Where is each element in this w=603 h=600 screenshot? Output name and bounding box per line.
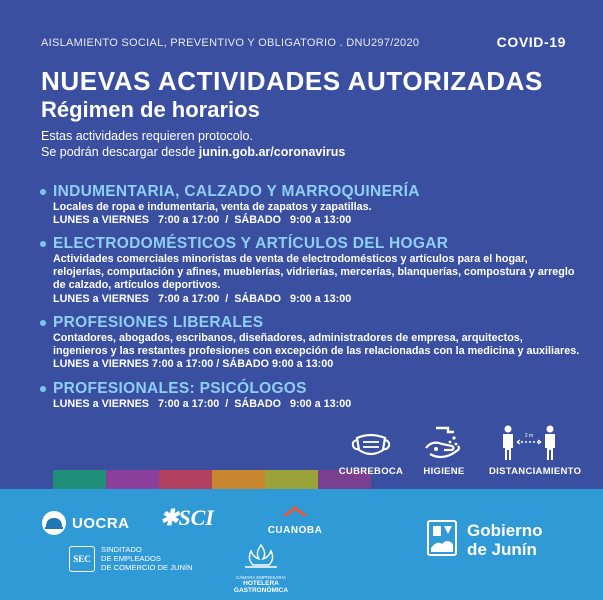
intro-text [41,128,345,160]
activity-heading: PROFESIONALES: PSICÓLOGOS [53,380,307,397]
color-swatch [212,470,265,489]
flame-icon [241,543,281,569]
distance-text: 2 m [524,433,534,439]
activity-item [40,183,580,227]
activity-item [40,235,580,306]
color-strip [53,470,371,489]
activity-hours: LUNES a VIERNES 7:00 a 17:00 / SÁBADO 9:00 a 13:00 [53,292,352,305]
activity-head [40,314,580,332]
social-distance-icon [499,424,559,462]
cuanoba-text: CUANOBA [267,525,323,536]
gastro-line: GASTRONÓMICA [233,587,289,594]
gobierno-text [467,521,543,559]
bullet-icon [40,320,46,326]
sec-text [101,545,193,572]
activity-head [40,183,580,201]
activity-description: Actividades comerciales minoristas de venta de electrodomésticos y artículos para el hogar, relojerías, computación y afines, mueblerías, vidrierías, mercerías, blanquerías, compostura y arreglo de calzado, artículos deportivos. [53,253,575,292]
sec-logo [69,545,193,572]
gobierno-line: Gobierno [467,521,543,540]
intro-line-2 [41,144,345,160]
face-mask-icon [351,428,391,462]
color-swatch [265,470,318,489]
activity-description: Locales de ropa e indumentaria, venta de zapatos y zapatillas. [53,201,372,213]
star-icon: ✱ [160,505,179,530]
cuanoba-mark-icon [280,504,310,518]
sec-line: DE EMPLEADOS [101,554,161,563]
decree-text: AISLAMIENTO SOCIAL, PREVENTIVO Y OBLIGATORIO . DNU297/2020 [41,37,420,49]
color-swatch [106,470,159,489]
sci-logo [160,505,214,531]
protocol-mask [331,428,411,477]
uocra-logo [42,511,130,535]
activity-item [40,314,580,372]
mask-label: CUBREBOCA [338,466,404,477]
bullet-icon [40,189,46,195]
gastro-small: CÁMARA EMPRESARIA [236,575,286,580]
color-swatch [53,470,106,489]
shield-icon [427,520,457,560]
activity-heading: ELECTRODOMÉSTICOS Y ARTÍCULOS DEL HOGAR [53,235,449,252]
gobierno-line: de Junín [467,540,537,559]
helmet-icon [42,511,66,535]
intro-prefix: Se podrán descargar desde [41,145,199,159]
gastro-line: HOTELERA [243,580,279,587]
activity-head [40,380,580,398]
protocol-distance [489,424,582,477]
activity-item [40,380,580,411]
coronavirus-link[interactable]: junin.gob.ar/coronavirus [198,145,346,159]
protocol-icons [331,428,582,488]
gastronomica-logo [218,543,304,594]
bullet-icon [40,386,46,392]
color-swatch [159,470,212,489]
cuanoba-logo [264,504,326,536]
hygiene-label: HIGIENE [423,466,465,477]
uocra-text: UOCRA [72,514,130,532]
activity-description: Contadores, abogados, escribanos, diseñadores, administradores de empresa, arquitectos, ingenieros y las restantes profesiones con excepción de las relacionadas con la medicina y auxiliares. LUNES a VIERNES 7:00 a 17:00 / SÁBADO 9:00 a 13:00 [53,332,580,371]
activity-heading: PROFESIONES LIBERALES [53,314,264,331]
activity-hours: LUNES a VIERNES 7:00 a 17:00 / SÁBADO 9:00 a 13:00 [53,398,352,410]
sec-mark: SEC [69,546,95,572]
activity-hours: LUNES a VIERNES 7:00 a 17:00 / SÁBADO 9:00 a 13:00 [53,214,352,227]
page-title: NUEVAS ACTIVIDADES AUTORIZADAS [41,66,543,96]
activity-heading: INDUMENTARIA, CALZADO Y MARROQUINERÍA [53,183,420,200]
hand-washing-icon [422,424,466,462]
activity-head [40,235,580,253]
gobierno-logo [427,520,543,560]
distance-label: DISTANCIAMIENTO [489,466,582,477]
page-subtitle: Régimen de horarios [41,97,260,122]
bullet-icon [40,241,46,247]
sec-line: DE COMERCIO DE JUNÍN [101,563,193,572]
sec-line: SINDITADO [101,545,142,554]
top-bar [41,36,566,52]
sci-text: SCI [178,505,214,530]
footer-logos [0,489,603,600]
covid-label: COVID-19 [496,34,566,50]
intro-line-1: Estas actividades requieren protocolo. [41,129,253,143]
protocol-hygiene [404,424,484,477]
